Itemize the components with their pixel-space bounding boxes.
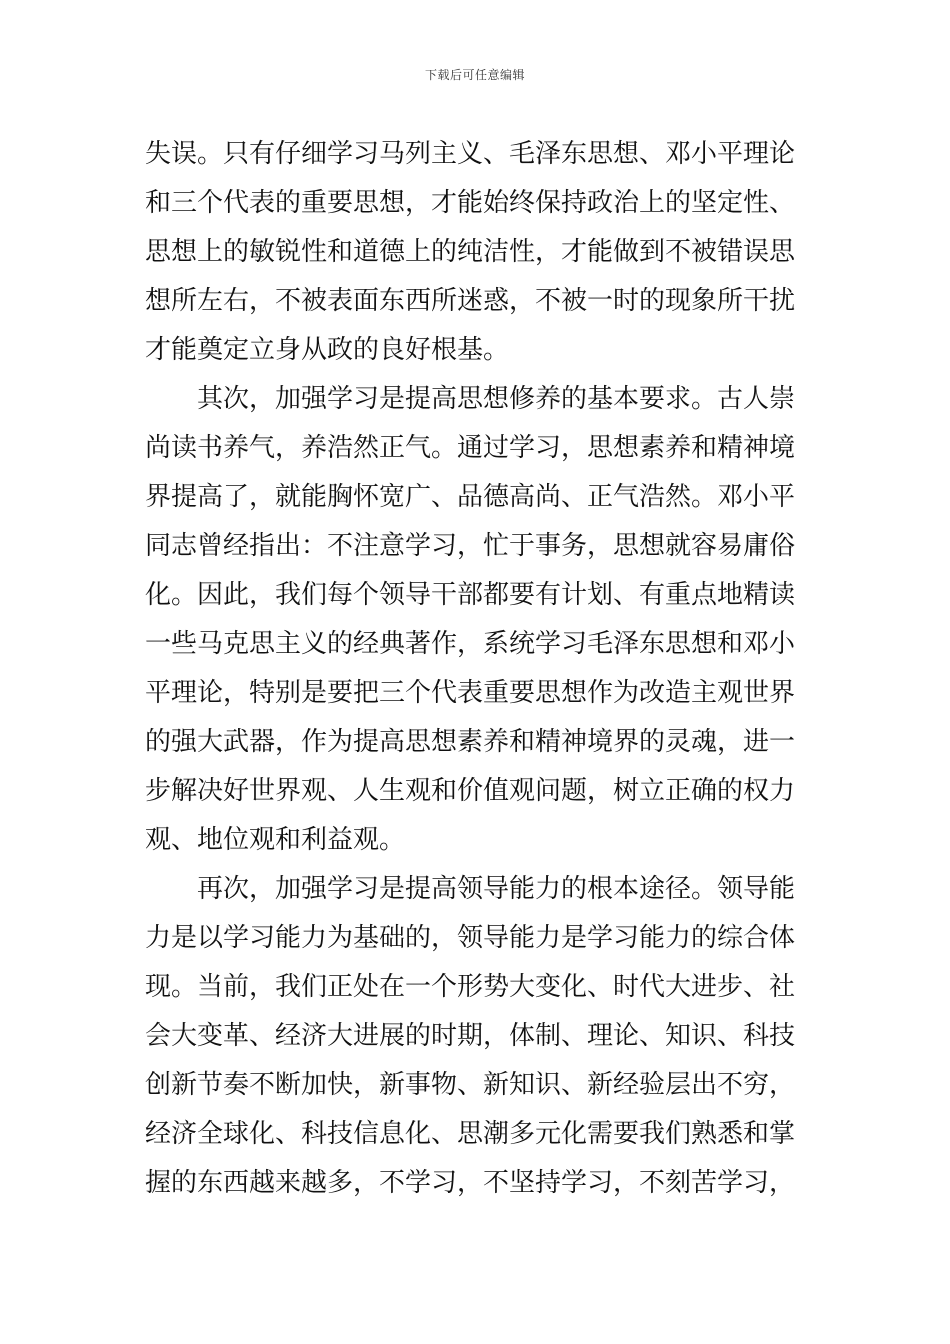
text-line: 握的东西越来越多，不学习，不坚持学习，不刻苦学习， xyxy=(145,1168,796,1198)
text-line: 失误。只有仔细学习马列主义、毛泽东思想、邓小平理论 xyxy=(145,139,796,169)
text-line: 想所左右，不被表面东西所迷惑，不被一时的现象所干扰 xyxy=(145,286,796,316)
text-line: 才能奠定立身从政的良好根基。 xyxy=(145,335,510,365)
text-line: 尚读书养气，养浩然正气。通过学习，思想素养和精神境 xyxy=(145,433,796,463)
text-line: 观、地位观和利益观。 xyxy=(145,825,406,855)
text-line: 的强大武器，作为提高思想素养和精神境界的灵魂，进一 xyxy=(145,727,796,757)
paragraph-start-line: 其次，加强学习是提高思想修养的基本要求。古人崇 xyxy=(197,384,796,414)
page-header: 下载后可任意编辑 xyxy=(424,68,525,82)
text-line: 经济全球化、科技信息化、思潮多元化需要我们熟悉和掌 xyxy=(145,1119,796,1149)
text-line: 平理论，特别是要把三个代表重要思想作为改造主观世界 xyxy=(145,678,796,708)
text-line: 力是以学习能力为基础的，领导能力是学习能力的综合体 xyxy=(145,923,796,953)
text-line: 和三个代表的重要思想，才能始终保持政治上的坚定性、 xyxy=(145,188,796,218)
text-line: 步解决好世界观、人生观和价值观问题，树立正确的权力 xyxy=(145,776,796,806)
text-line: 会大变革、经济大进展的时期，体制、理论、知识、科技 xyxy=(145,1021,796,1051)
text-line: 界提高了，就能胸怀宽广、品德高尚、正气浩然。邓小平 xyxy=(145,482,796,512)
text-line: 现。当前，我们正处在一个形势大变化、时代大进步、社 xyxy=(145,972,796,1002)
text-line: 一些马克思主义的经典著作，系统学习毛泽东思想和邓小 xyxy=(145,629,796,659)
paragraph-start-line: 再次，加强学习是提高领导能力的根本途径。领导能 xyxy=(197,874,796,904)
text-line: 创新节奏不断加快，新事物、新知识、新经验层出不穷， xyxy=(145,1070,796,1100)
text-line: 思想上的敏锐性和道德上的纯洁性，才能做到不被错误思 xyxy=(145,237,796,267)
text-line: 同志曾经指出：不注意学习，忙于事务，思想就容易庸俗 xyxy=(145,531,796,561)
body-text xyxy=(145,130,805,1208)
text-line: 化。因此，我们每个领导干部都要有计划、有重点地精读 xyxy=(145,580,796,610)
